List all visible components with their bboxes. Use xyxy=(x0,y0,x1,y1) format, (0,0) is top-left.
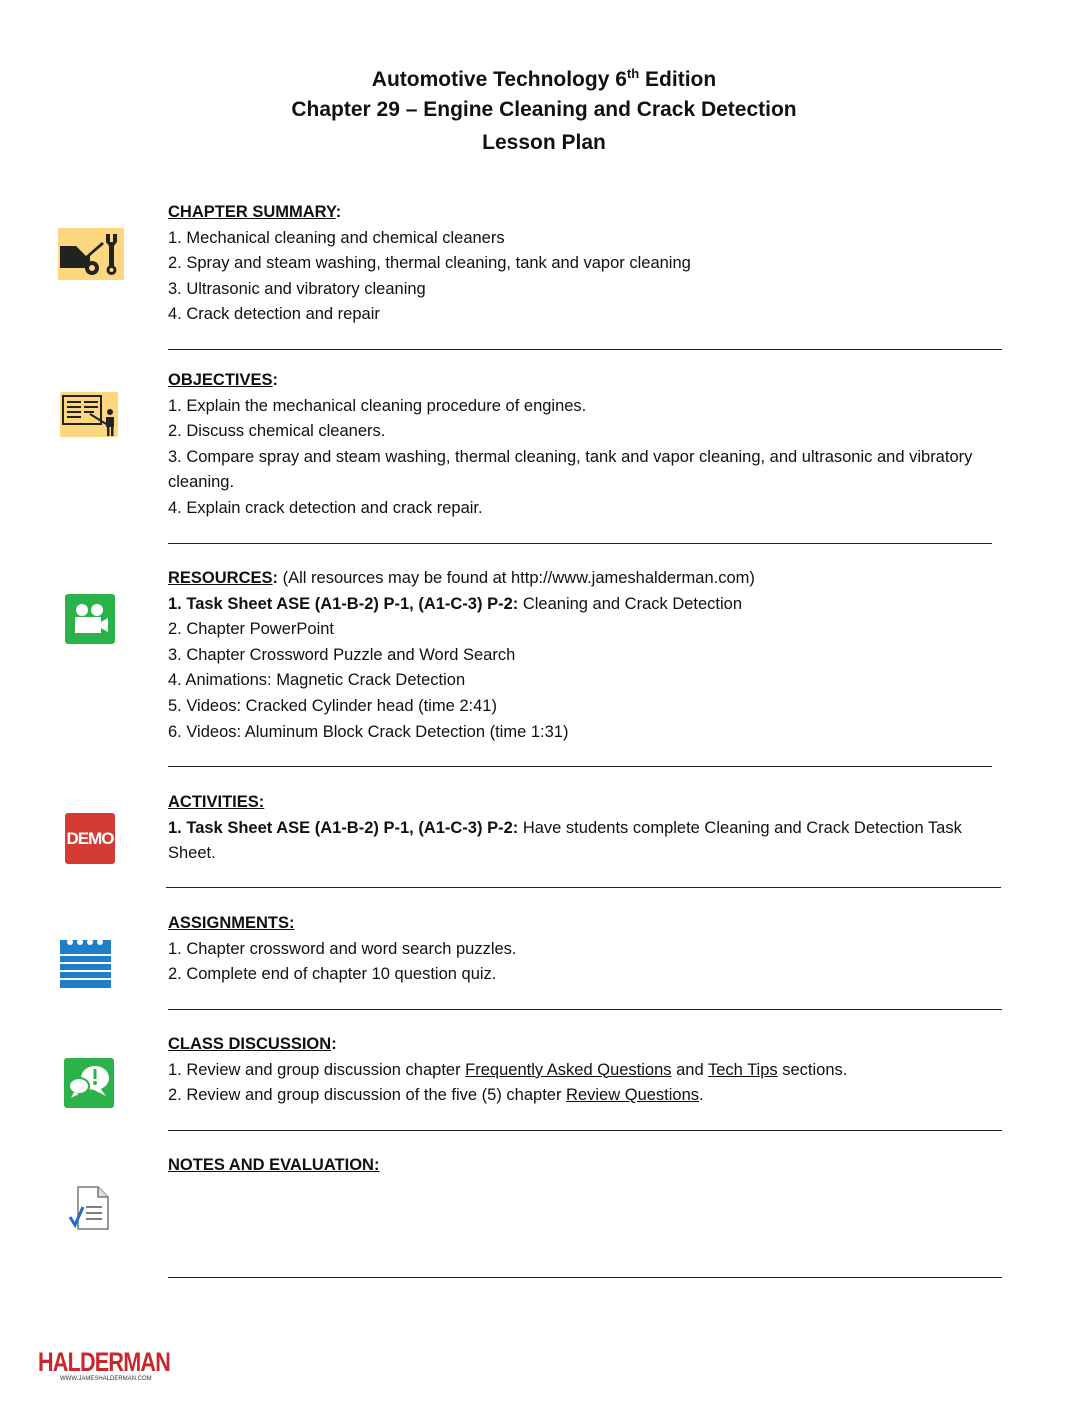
list-item: 1. Mechanical cleaning and chemical cleaners xyxy=(168,228,505,247)
list-item: 4. Animations: Magnetic Crack Detection xyxy=(168,671,466,690)
list-item: 2. Review and group discussion of the five (5) chapter Review Questions. xyxy=(168,1086,704,1105)
list-item: 4. Explain crack detection and crack repair. xyxy=(168,498,483,517)
list-item: 3. Chapter Crossword Puzzle and Word Search xyxy=(168,645,516,664)
resources-section: RESOURCES: (All resources may be found at http://www.jameshalderman.com) 1. Task Sheet ASE (A1-B-2) P-1, (A1-C-3) P-2: Cleaning and Crack Detection 2. Chapter PowerPoint 3. Chapter Crossword Puzzle and Word Search 4. Animations: Magnetic Crack Detection 5. Videos: Cracked Cylinder head (time 2:41) 6. Videos: Aluminum Block Crack Detection (time 1:31) xyxy=(168,566,998,745)
presentation-icon xyxy=(60,392,118,437)
divider xyxy=(166,887,1001,888)
list-item: 2. Discuss chemical cleaners. xyxy=(168,422,386,441)
activities-heading: ACTIVITIES: xyxy=(168,793,265,811)
list-item: 1. Chapter crossword and word search puzzles. xyxy=(168,939,517,958)
list-item: 5. Videos: Cracked Cylinder head (time 2:41) xyxy=(168,696,497,715)
list-item: 1. Explain the mechanical cleaning procedure of engines. xyxy=(168,396,587,415)
list-item: 1. Task Sheet ASE (A1-B-2) P-1, (A1-C-3) P-2: Have students complete Cleaning and Crack Detection Task Sheet. xyxy=(168,818,962,863)
car-repair-icon xyxy=(58,228,124,280)
resources-note: (All resources may be found at http://www.jameshalderman.com) xyxy=(278,569,755,587)
activities-section xyxy=(168,790,998,867)
divider xyxy=(168,543,992,544)
demo-icon: DEMO xyxy=(65,813,115,864)
doc-title: Automotive Technology 6th Edition xyxy=(371,66,717,91)
notepad-icon xyxy=(60,937,111,988)
lesson-plan-title: Lesson Plan xyxy=(482,131,606,154)
discussion-icon xyxy=(64,1058,114,1108)
objectives-section: OBJECTIVES: 1. Explain the mechanical cleaning procedure of engines. 2. Discuss chemical cleaners. 3. Compare spray and steam washing, thermal cleaning, tank and vapor cleaning, and ultrasonic and vibratory cleaning. 4. Explain crack detection and crack repair. xyxy=(168,368,998,522)
divider xyxy=(168,766,992,767)
summary-heading: CHAPTER SUMMARY xyxy=(168,203,336,221)
list-item: 6. Videos: Aluminum Block Crack Detection (time 1:31) xyxy=(168,722,569,741)
divider xyxy=(168,349,1002,350)
class-discussion-section: CLASS DISCUSSION: 1. Review and group discussion chapter Frequently Asked Questions and Tech Tips sections. 2. Review and group discussion of the five (5) chapter Review Questions. xyxy=(168,1032,998,1109)
divider xyxy=(168,1009,1002,1010)
assignments-heading: ASSIGNMENTS: xyxy=(168,914,295,932)
chapter-title: Chapter 29 – Engine Cleaning and Crack Detection xyxy=(291,98,797,121)
list-item: 3. Ultrasonic and vibratory cleaning xyxy=(168,279,426,298)
checklist-document-icon xyxy=(68,1185,114,1231)
list-item: 1. Task Sheet ASE (A1-B-2) P-1, (A1-C-3) P-2: Cleaning and Crack Detection xyxy=(168,594,743,613)
divider xyxy=(168,1277,1002,1278)
halderman-logo: HALDERMAN WWW.JAMESHALDERMAN.COM xyxy=(38,1347,170,1382)
video-camera-icon xyxy=(65,594,115,644)
objectives-heading: OBJECTIVES xyxy=(168,371,273,389)
notes-heading: NOTES AND EVALUATION: xyxy=(168,1156,380,1174)
assignments-section xyxy=(168,911,998,988)
review-questions-link[interactable]: Review Questions xyxy=(566,1086,700,1105)
list-item: 2. Spray and steam washing, thermal cleaning, tank and vapor cleaning xyxy=(168,254,691,273)
chapter-summary-section: CHAPTER SUMMARY: 1. Mechanical cleaning and chemical cleaners 2. Spray and steam washing, thermal cleaning, tank and vapor cleaning 3. Ultrasonic and vibratory cleaning 4. Crack detection and repair xyxy=(168,200,998,328)
list-item: 3. Compare spray and steam washing, thermal cleaning, tank and vapor cleaning, and ultrasonic and vibratory cleaning. xyxy=(168,447,973,492)
discussion-heading: CLASS DISCUSSION xyxy=(168,1035,332,1053)
resources-heading: RESOURCES xyxy=(168,569,273,587)
list-item: 2. Chapter PowerPoint xyxy=(168,620,335,639)
list-item: 4. Crack detection and repair xyxy=(168,305,380,324)
notes-section xyxy=(168,1153,998,1179)
list-item: 2. Complete end of chapter 10 question quiz. xyxy=(168,965,497,984)
tech-tips-link[interactable]: Tech Tips xyxy=(707,1060,778,1079)
divider xyxy=(168,1130,1002,1131)
list-item: 1. Review and group discussion chapter Frequently Asked Questions and Tech Tips sections. xyxy=(168,1060,848,1079)
faq-link[interactable]: Frequently Asked Questions xyxy=(465,1060,672,1079)
